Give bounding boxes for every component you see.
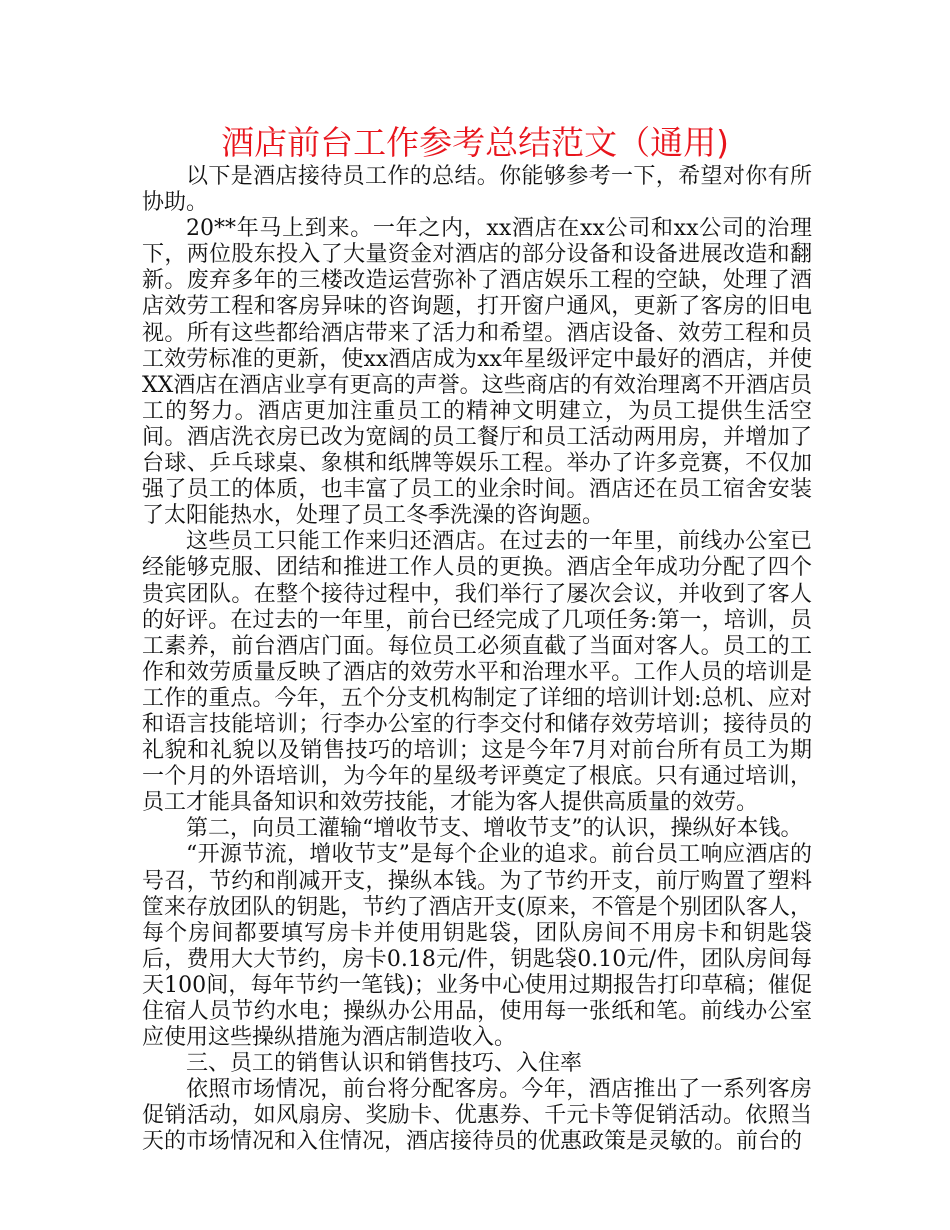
paragraph-training: 这些员工只能工作来归还酒店。在过去的一年里，前线办公室已经能够克服、团结和推进工作人员的更换。酒店全年成功分配了四个贵宾团队。在整个接待过程中，我们举行了屡次会议，并收到了客人的好评。在过去的一年里，前台已经完成了几项任务:第一，培训，员工素养，前台酒店门面。每位员工必须直截了当面对客人。员工的工作和效劳质量反映了酒店的效劳水平和治理水平。工作人员的培训是工作的重点。今年，五个分支机构制定了详细的培训计划:总机、应对和语言技能培训；行李办公室的行李交付和储存效劳培训；接待员的礼貌和礼貌以及销售技巧的培训；这是今年7月对前台所有员工为期一个月的外语培训，为今年的星级考评奠定了根底。只有通过培训，员工才能具备知识和效劳技能，才能为客人提供高质量的效劳。 [142, 529, 812, 816]
paragraph-cost-control: “开源节流，增收节支”是每个企业的追求。前台员工响应酒店的号召，节约和削减开支，操纵本钱。为了节约开支，前厅购置了塑料筐来存放团队的钥匙，节约了酒店开支(原来，不管是个别团队客人，每个房间都要填写房卡并使用钥匙袋，团队房间不用房卡和钥匙袋后，费用大大节约，房卡0.18元/件，钥匙袋0.10元/件，团队房间每天100间，每年节约一笔钱)；业务中心使用过期报告打印草稿；催促住宿人员节约水电；操纵办公用品，使用每一张纸和笔。前线办公室应使用这些操纵措施为酒店制造收入。 [142, 842, 812, 1051]
document-body [142, 164, 812, 1156]
document-title: 酒店前台工作参考总结范文（通用) [221, 123, 729, 162]
paragraph-sales: 依照市场情况，前台将分配客房。今年，酒店推出了一系列客房促销活动，如风扇房、奖励卡、优惠券、千元卡等促销活动。依照当天的市场情况和入住情况，酒店接待员的优惠政策是灵敏的。前台的 [142, 1077, 812, 1155]
paragraph-intro: 以下是酒店接待员工作的总结。你能够参考一下，希望对你有所协助。 [142, 164, 812, 216]
paragraph-cost-heading: 第二，向员工灌输“增收节支、增收节支”的认识，操纵好本钱。 [186, 816, 803, 842]
paragraph-sales-heading: 三、员工的销售认识和销售技巧、入住率 [186, 1051, 583, 1077]
paragraph-year-summary: 20**年马上到来。一年之内，xx酒店在xx公司和xx公司的治理下，两位股东投入了大量资金对酒店的部分设备和设备进展改造和翻新。废弃多年的三楼改造运营弥补了酒店娱乐工程的空缺，处理了酒店效劳工程和客房异味的咨询题，打开窗户通风，更新了客房的旧电视。所有这些都给酒店带来了活力和希望。酒店设备、效劳工程和员工效劳标准的更新，使xx酒店成为xx年星级评定中最好的酒店，并使XX酒店在酒店业享有更高的声誉。这些商店的有效治理离不开酒店员工的努力。酒店更加注重员工的精神文明建立，为员工提供生活空间。酒店洗衣房已改为宽阔的员工餐厅和员工活动两用房，并增加了台球、乒乓球桌、象棋和纸牌等娱乐工程。举办了许多竞赛，不仅加强了员工的体质，也丰富了员工的业余时间。酒店还在员工宿舍安装了太阳能热水，处理了员工冬季洗澡的咨询题。 [142, 216, 812, 529]
